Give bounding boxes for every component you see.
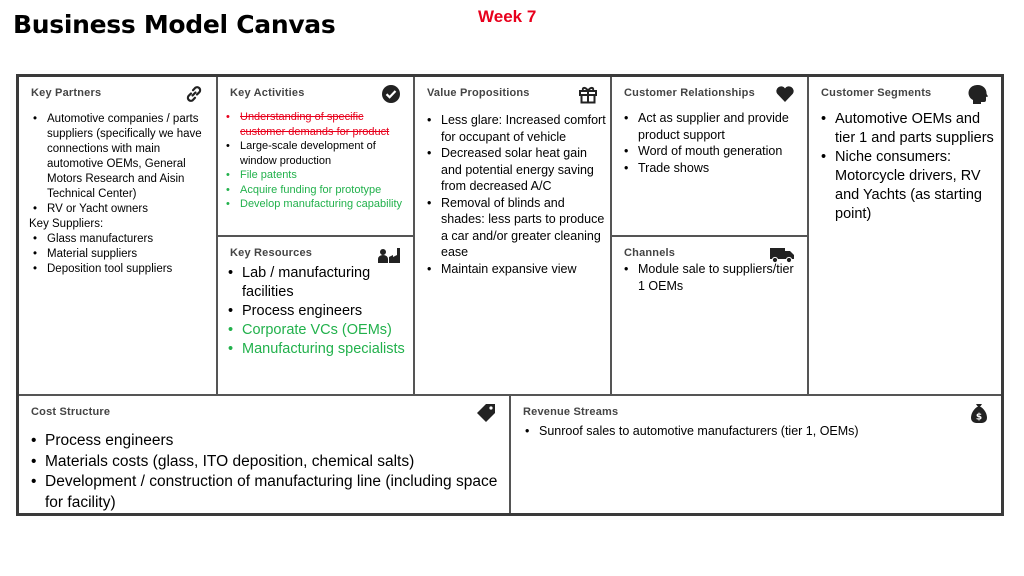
list-item: • Decreased solar heat gain and potential energy saving from decreased A/C [425, 145, 607, 195]
key-activities-block [218, 77, 415, 237]
list-item: • Acquire funding for prototype [224, 183, 410, 198]
list-item: • Sunroof sales to automotive manufacturers (tier 1, OEMs) [523, 423, 963, 440]
list-item-struck: • Understanding of specific customer demands for product [224, 110, 410, 139]
factory-worker-icon [377, 244, 401, 264]
list-item: • Module sale to suppliers/tier 1 OEMs [622, 261, 804, 294]
page-title: Business Model Canvas [13, 10, 336, 39]
link-icon [184, 84, 204, 104]
revenue-streams-block [511, 396, 1001, 513]
list-item: • Word of mouth generation [622, 143, 804, 160]
list-item: • Less glare: Increased comfort for occupant of vehicle [425, 112, 607, 145]
list-item: • Corporate VCs (OEMs) [226, 321, 412, 340]
svg-text:$: $ [975, 412, 983, 423]
list-item: • Develop manufacturing capability [224, 197, 410, 212]
value-propositions-title: Value Propositions [427, 87, 530, 99]
heart-icon [775, 84, 795, 104]
customer-relationships-title: Customer Relationships [624, 87, 755, 99]
list-item: • Process engineers [29, 431, 499, 452]
key-resources-block [218, 237, 415, 396]
revenue-streams-title: Revenue Streams [523, 406, 619, 418]
key-resources-title: Key Resources [230, 247, 313, 259]
list-item: • Act as supplier and provide product support [622, 110, 804, 143]
list-item: • Material suppliers [31, 247, 213, 262]
list-item: • Lab / manufacturing facilities [226, 264, 412, 302]
list-item: • File patents [224, 168, 410, 183]
channels-block [612, 237, 809, 396]
key-activities-title: Key Activities [230, 87, 305, 99]
list-item: • Deposition tool suppliers [31, 262, 213, 277]
gift-icon [578, 84, 598, 104]
list-item: • Manufacturing specialists [226, 340, 412, 359]
cost-structure-title: Cost Structure [31, 406, 111, 418]
list-item: • Process engineers [226, 302, 412, 321]
key-partners-title: Key Partners [31, 87, 102, 99]
value-propositions-block [415, 77, 612, 396]
list-item: • Glass manufacturers [31, 232, 213, 247]
key-suppliers-label: Key Suppliers: [29, 218, 104, 230]
key-partners-block [19, 77, 218, 396]
check-circle-icon [381, 84, 401, 104]
list-item: • Large-scale development of window production [224, 139, 410, 168]
customer-relationships-block [612, 77, 809, 237]
money-bag-icon [969, 402, 989, 424]
customer-segments-title: Customer Segments [821, 87, 932, 99]
list-item: • Niche consumers: Motorcycle drivers, RV and Yachts (as starting point) [819, 148, 997, 224]
list-item: • Maintain expansive view [425, 261, 607, 278]
list-item: • Materials costs (glass, ITO deposition, chemical salts) [29, 452, 499, 473]
list-item: • Trade shows [622, 160, 804, 177]
business-model-canvas [16, 74, 1004, 516]
customer-segments-block [809, 77, 1001, 396]
person-head-icon [967, 84, 989, 104]
list-item: • RV or Yacht owners [31, 202, 213, 217]
cost-structure-block [19, 396, 511, 513]
list-item: • Automotive companies / parts suppliers (specifically we have connections with main automotive OEMs, General Motors Research and Aisin Technical Center) [31, 112, 213, 202]
list-item: • Automotive OEMs and tier 1 and parts suppliers [819, 110, 997, 148]
week-label: Week 7 [478, 7, 537, 26]
list-item: • Removal of blinds and shades: less parts to produce a car and/or greater cleaning ease [425, 195, 607, 261]
list-item: • Development / construction of manufacturing line (including space for facility) [29, 472, 499, 513]
price-tag-icon [475, 403, 497, 423]
channels-title: Channels [624, 247, 676, 259]
